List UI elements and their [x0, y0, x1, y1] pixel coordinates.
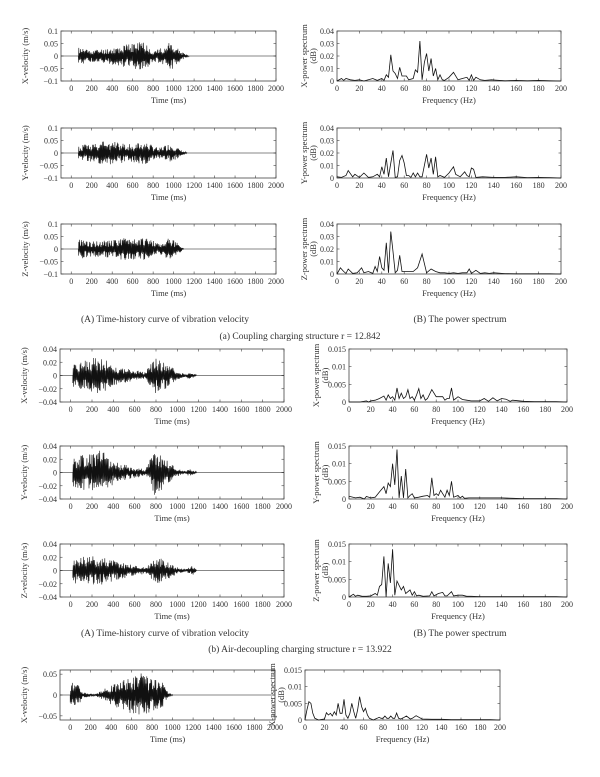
b-x-vel-ytick-label: 0.02 [43, 358, 57, 368]
a-y-psd-ytick-label: 0.04 [320, 124, 334, 133]
c-x-psd-xtick-label: 140 [435, 723, 448, 732]
b-z-psd-ytick-label: 0.01 [332, 557, 346, 567]
b-z-psd-xtick-label: 140 [495, 600, 508, 609]
a-z-psd-xtick-label: 0 [335, 277, 339, 286]
a-x-psd-xtick-label: 140 [487, 84, 500, 93]
c-x-vel-xtick-label: 1600 [226, 723, 243, 732]
a-y-psd-xtick-label: 180 [532, 181, 545, 190]
a-y-psd-xtick-label: 0 [335, 181, 339, 190]
a-y-vel-ylabel: Y-velocity (m/s) [20, 125, 30, 181]
a-z-vel-xtick-label: 1200 [186, 277, 203, 286]
b-x-psd-xtick-label: 0 [347, 405, 351, 414]
b-x-psd-plot-frame [349, 349, 567, 402]
c-x-vel-xlabel: Time (ms) [149, 734, 186, 744]
b-y-psd-plot-frame [349, 446, 567, 499]
c-x-psd-xtick-label: 100 [396, 723, 409, 732]
a-y-psd-xtick-label: 20 [355, 181, 364, 190]
c-x-psd-xtick-label: 20 [320, 723, 329, 732]
b-y-psd-xtick-label: 100 [452, 502, 464, 511]
a-x-psd-xtick-label: 80 [422, 84, 431, 93]
b-z-psd-plot-frame [349, 544, 567, 597]
b-y-psd-ylabel-unit: (dB) [320, 464, 330, 481]
b-x-psd-xtick-label: 60 [410, 405, 419, 414]
a-z-psd-xtick-label: 160 [510, 277, 523, 286]
a-z-vel-xtick-label: 0 [69, 277, 74, 286]
b-x-vel-xtick-label: 400 [107, 405, 120, 414]
a-z-vel-ylabel: Z-velocity (m/s) [20, 221, 30, 277]
b-x-psd-ytick-label: 0.005 [328, 380, 346, 390]
b-z-vel-xtick-label: 1000 [169, 600, 186, 609]
a-z-psd-xtick-label: 180 [532, 277, 545, 286]
b-y-psd-ytick-label: 0.01 [332, 459, 346, 469]
b-z-vel-ytick-label: 0.02 [43, 553, 57, 563]
b-z-psd-xtick-label: 100 [452, 600, 464, 609]
a-x-psd-ylabel-unit: (dB) [308, 48, 318, 64]
b-x-vel-ytick-label: −0.02 [38, 384, 57, 394]
caption-b-time-history: (A) Time-history curve of vibration velocity [80, 629, 250, 639]
b-z-vel-xtick-label: 1600 [233, 600, 250, 609]
b-y-psd-xtick-label: 20 [366, 502, 375, 511]
c-x-vel-xtick-label: 2000 [267, 723, 283, 732]
a-z-psd-ytick-label: 0.01 [320, 257, 334, 267]
a-x-vel-ytick-label: 0.1 [48, 27, 58, 36]
a-y-vel-xtick-label: 600 [126, 181, 139, 190]
b-y-vel-xtick-label: 1400 [212, 502, 228, 511]
b-x-psd-ylabel-unit: (dB) [320, 367, 330, 384]
b-x-vel-ytick-label: −0.04 [38, 398, 57, 407]
a-y-psd-ylabel: Y-power spectrum [299, 121, 309, 185]
a-x-psd-ylabel: X-power spectrum [299, 24, 309, 88]
a-x-psd-ytick-label: 0 [330, 77, 334, 86]
a-x-psd-xtick-label: 100 [443, 84, 455, 93]
b-x-psd-xtick-label: 100 [452, 405, 464, 414]
a-z-vel-ytick-label: 0 [54, 245, 58, 254]
a-x-vel-xtick-label: 200 [85, 84, 98, 93]
b-z-psd-xtick-label: 60 [410, 600, 419, 609]
c-x-vel-ytick-label: 0.05 [43, 670, 57, 680]
a-y-vel-xtick-label: 1400 [206, 181, 223, 190]
a-y-vel-ytick-label: −0.1 [43, 174, 58, 183]
b-z-psd-xtick-label: 200 [561, 600, 573, 609]
b-x-vel-ytick-label: 0 [53, 371, 57, 381]
a-z-vel-xtick-label: 1000 [165, 277, 182, 286]
a-x-vel-xtick-label: 0 [69, 84, 74, 93]
c-x-vel-ytick-label: 0 [53, 691, 57, 700]
b-z-psd-xtick-label: 20 [366, 600, 375, 609]
a-y-psd-ytick-label: 0 [330, 174, 334, 183]
a-z-psd-ytick-label: 0.04 [320, 220, 334, 229]
c-x-psd-ylabel-unit: (dB) [276, 687, 286, 703]
a-z-psd-xtick-label: 120 [465, 277, 478, 286]
c-x-vel-xtick-label: 200 [84, 723, 97, 732]
c-x-psd-xtick-label: 120 [416, 723, 428, 732]
b-y-vel-xtick-label: 2000 [276, 502, 292, 511]
b-z-psd-ytick-label: 0.005 [328, 575, 346, 585]
a-z-vel-ytick-label: −0.05 [39, 257, 58, 267]
b-y-psd-xtick-label: 80 [432, 502, 441, 511]
b-y-vel-ytick-label: 0.04 [43, 442, 57, 451]
b-x-vel-xtick-label: 800 [150, 405, 162, 414]
c-x-psd-xtick-label: 60 [359, 723, 368, 732]
a-y-psd-ylabel-unit: (dB) [308, 145, 318, 161]
b-x-vel-xtick-label: 1800 [254, 405, 271, 414]
a-z-psd-ylabel-unit: (dB) [308, 241, 318, 257]
a-x-vel-ylabel: X-velocity (m/s) [20, 27, 30, 85]
a-x-vel-xtick-label: 600 [126, 84, 139, 93]
a-z-psd-xtick-label: 40 [377, 277, 386, 286]
c-x-vel-xtick-label: 400 [105, 723, 118, 732]
b-z-psd-xtick-label: 160 [517, 600, 530, 609]
b-x-psd-ylabel: X-power spectrum [311, 343, 321, 408]
b-y-psd-xtick-label: 120 [473, 502, 486, 511]
a-y-psd-xtick-label: 160 [510, 181, 523, 190]
a-y-vel-xtick-label: 1600 [227, 181, 244, 190]
b-x-vel-xtick-label: 1600 [233, 405, 250, 414]
b-y-vel-ytick-label: 0.02 [43, 455, 57, 465]
b-z-vel-xtick-label: 1400 [212, 600, 228, 609]
b-z-vel-ytick-label: −0.02 [38, 579, 57, 589]
a-x-psd-xtick-label: 60 [400, 84, 409, 93]
b-x-psd-ytick-label: 0 [342, 398, 346, 407]
b-y-vel-xtick-label: 1800 [254, 502, 271, 511]
b-y-vel-ytick-label: 0 [53, 468, 57, 478]
b-x-psd-ytick-label: 0.01 [332, 362, 346, 372]
caption-b-panel: (b) Air-decoupling charging structure r = 13.922 [208, 645, 392, 655]
a-x-vel-xtick-label: 2000 [268, 84, 284, 93]
b-z-vel-xtick-label: 600 [128, 600, 141, 609]
b-y-vel-xtick-label: 600 [128, 502, 141, 511]
b-y-vel-xtick-label: 400 [107, 502, 120, 511]
a-y-psd-xtick-label: 140 [487, 181, 500, 190]
a-y-psd-ytick-label: 0.01 [320, 161, 334, 171]
b-z-psd-ylabel: Z-power spectrum [311, 539, 321, 602]
c-x-psd-xtick-label: 80 [379, 723, 387, 732]
a-y-psd-ytick-label: 0.03 [320, 136, 334, 146]
a-z-psd-xtick-label: 80 [422, 277, 431, 286]
b-z-vel-xtick-label: 1800 [254, 600, 271, 609]
a-x-psd-xtick-label: 160 [510, 84, 523, 93]
b-y-vel-xtick-label: 0 [68, 502, 73, 511]
b-z-vel-ylabel: Z-velocity (m/s) [19, 542, 29, 599]
a-z-vel-xtick-label: 200 [85, 277, 98, 286]
a-x-psd-xtick-label: 0 [335, 84, 339, 93]
b-y-psd-xtick-label: 40 [388, 502, 397, 511]
c-x-psd-xtick-label: 160 [455, 723, 467, 732]
b-z-vel-ytick-label: −0.04 [38, 593, 57, 602]
caption-a-power-spectrum: (B) The power spectrum [413, 315, 507, 325]
b-z-vel-xtick-label: 2000 [276, 600, 292, 609]
b-x-psd-xlabel: Frequency (Hz) [431, 416, 485, 426]
a-y-psd-xlabel: Frequency (Hz) [422, 192, 476, 202]
a-x-psd-xtick-label: 20 [355, 84, 364, 93]
a-z-vel-xtick-label: 600 [126, 277, 139, 286]
b-y-vel-xlabel: Time (ms) [154, 513, 190, 523]
b-y-psd-xtick-label: 160 [517, 502, 530, 511]
c-x-vel-xtick-label: 1400 [205, 723, 222, 732]
a-y-psd-xtick-label: 100 [443, 181, 455, 190]
b-z-vel-xtick-label: 800 [150, 600, 162, 609]
a-z-psd-xtick-label: 200 [555, 277, 567, 286]
b-x-vel-xtick-label: 1200 [190, 405, 207, 414]
b-z-psd-xtick-label: 80 [432, 600, 441, 609]
a-y-psd-ytick-label: 0.02 [320, 149, 334, 158]
b-x-psd-xtick-label: 80 [432, 405, 441, 414]
b-y-psd-xtick-label: 180 [539, 502, 552, 511]
b-z-vel-xtick-label: 0 [68, 600, 73, 609]
c-x-psd-xtick-label: 40 [340, 723, 348, 732]
a-x-psd-ytick-label: 0.03 [320, 39, 334, 49]
caption-b-power-spectrum: (B) The power spectrum [413, 629, 507, 639]
a-x-psd-xlabel: Frequency (Hz) [422, 95, 476, 105]
b-y-psd-ytick-label: 0.005 [328, 477, 346, 487]
a-x-psd-xtick-label: 120 [465, 84, 478, 93]
b-x-vel-xtick-label: 0 [68, 405, 73, 414]
a-x-psd-xtick-label: 200 [555, 84, 567, 93]
a-z-psd-ytick-label: 0 [330, 270, 334, 279]
b-z-psd-xtick-label: 180 [539, 600, 552, 609]
a-y-psd-xtick-label: 60 [400, 181, 409, 190]
b-x-vel-xtick-label: 2000 [276, 405, 292, 414]
a-y-vel-xtick-label: 0 [69, 181, 74, 190]
b-x-vel-xtick-label: 1000 [169, 405, 186, 414]
b-y-psd-xtick-label: 140 [495, 502, 508, 511]
a-x-vel-ytick-label: 0 [54, 52, 58, 61]
b-z-psd-xtick-label: 40 [388, 600, 397, 609]
c-x-vel-ylabel: X-velocity (m/s) [19, 666, 29, 724]
a-x-vel-xtick-label: 800 [147, 84, 160, 93]
a-y-vel-ytick-label: 0 [54, 149, 58, 158]
c-x-vel-xtick-label: 1200 [185, 723, 202, 732]
a-z-vel-xtick-label: 2000 [268, 277, 284, 286]
a-x-vel-ytick-label: 0.05 [44, 39, 58, 49]
b-y-vel-xtick-label: 1000 [169, 502, 186, 511]
caption-a-panel: (a) Coupling charging structure r = 12.842 [219, 332, 381, 342]
a-x-psd-xtick-label: 40 [377, 84, 386, 93]
a-x-vel-xtick-label: 1400 [206, 84, 223, 93]
b-y-vel-xtick-label: 1200 [190, 502, 207, 511]
b-z-vel-xtick-label: 400 [107, 600, 120, 609]
c-x-psd-ylabel: X-power spectrum [267, 663, 277, 727]
c-x-psd-ytick-label: 0.015 [284, 666, 302, 675]
c-x-vel-xtick-label: 1000 [164, 723, 181, 732]
a-x-vel-xtick-label: 1200 [186, 84, 203, 93]
a-x-psd-ytick-label: 0.01 [320, 64, 334, 74]
a-x-vel-ytick-label: −0.1 [43, 77, 58, 86]
b-y-psd-ytick-label: 0 [342, 495, 346, 504]
b-z-vel-ytick-label: 0 [53, 566, 57, 576]
a-z-psd-xtick-label: 20 [355, 277, 364, 286]
a-x-vel-xtick-label: 1800 [247, 84, 264, 93]
a-z-vel-ytick-label: 0.1 [48, 220, 58, 229]
b-z-vel-xtick-label: 200 [86, 600, 98, 609]
b-z-psd-ytick-label: 0 [342, 593, 346, 602]
a-x-vel-xtick-label: 1600 [227, 84, 244, 93]
b-y-psd-ylabel: Y-power spectrum [311, 441, 321, 504]
a-y-psd-xtick-label: 40 [377, 181, 386, 190]
a-z-vel-ytick-label: 0.05 [44, 232, 58, 242]
b-x-psd-xtick-label: 200 [561, 405, 573, 414]
b-y-vel-ytick-label: −0.04 [38, 495, 57, 504]
b-x-vel-xtick-label: 200 [86, 405, 98, 414]
c-x-vel-xtick-label: 0 [68, 723, 73, 732]
b-x-psd-xtick-label: 120 [473, 405, 486, 414]
a-z-psd-xtick-label: 100 [443, 277, 455, 286]
a-z-vel-xlabel: Time (ms) [150, 288, 187, 298]
b-x-vel-ytick-label: 0.04 [43, 345, 57, 354]
a-y-psd-xtick-label: 80 [422, 181, 431, 190]
a-y-vel-xtick-label: 800 [147, 181, 160, 190]
a-z-vel-ytick-label: −0.1 [43, 270, 58, 279]
b-z-psd-ytick-label: 0.015 [328, 540, 346, 549]
b-x-psd-xtick-label: 40 [388, 405, 397, 414]
a-z-vel-xtick-label: 800 [147, 277, 160, 286]
a-y-vel-ytick-label: 0.05 [44, 136, 58, 146]
b-x-vel-xtick-label: 1400 [212, 405, 228, 414]
a-z-psd-ylabel: Z-power spectrum [299, 217, 309, 281]
b-x-psd-ytick-label: 0.015 [328, 345, 346, 354]
a-z-vel-xtick-label: 1400 [206, 277, 223, 286]
b-x-psd-xtick-label: 160 [517, 405, 530, 414]
a-y-vel-ytick-label: 0.1 [48, 124, 58, 133]
a-x-vel-xtick-label: 400 [106, 84, 119, 93]
a-x-vel-xtick-label: 1000 [165, 84, 182, 93]
a-z-psd-ytick-label: 0.02 [320, 245, 334, 254]
a-y-vel-xtick-label: 1200 [186, 181, 203, 190]
a-z-psd-xtick-label: 60 [400, 277, 409, 286]
a-y-vel-xtick-label: 1800 [247, 181, 264, 190]
a-y-vel-xtick-label: 400 [106, 181, 119, 190]
b-y-vel-ylabel: Y-velocity (m/s) [19, 444, 29, 501]
c-x-vel-xtick-label: 1800 [246, 723, 263, 732]
b-x-psd-xtick-label: 20 [366, 405, 375, 414]
b-y-vel-xtick-label: 1600 [233, 502, 250, 511]
b-y-vel-xtick-label: 800 [150, 502, 162, 511]
b-y-vel-xtick-label: 200 [86, 502, 98, 511]
b-x-vel-xlabel: Time (ms) [154, 416, 190, 426]
b-z-psd-ylabel-unit: (dB) [320, 562, 330, 579]
a-y-vel-xtick-label: 2000 [268, 181, 284, 190]
b-y-vel-ytick-label: −0.02 [38, 481, 57, 491]
c-x-psd-ytick-label: 0.01 [288, 682, 302, 692]
c-x-psd-xtick-label: 200 [494, 723, 506, 732]
c-x-psd-ytick-label: 0 [298, 716, 302, 725]
a-y-vel-xtick-label: 200 [85, 181, 98, 190]
c-x-psd-xtick-label: 0 [303, 723, 307, 732]
c-x-psd-xlabel: Frequency (Hz) [375, 734, 430, 744]
a-z-psd-ytick-label: 0.03 [320, 232, 334, 242]
a-x-psd-ytick-label: 0.02 [320, 52, 334, 61]
b-z-vel-xlabel: Time (ms) [154, 611, 190, 621]
b-y-psd-ytick-label: 0.015 [328, 442, 346, 451]
b-z-vel-xtick-label: 1200 [190, 600, 207, 609]
a-x-psd-xtick-label: 180 [532, 84, 545, 93]
a-y-psd-xtick-label: 200 [555, 181, 567, 190]
a-y-vel-xtick-label: 1000 [165, 181, 182, 190]
b-y-psd-xlabel: Frequency (Hz) [431, 513, 485, 523]
a-x-vel-xlabel: Time (ms) [150, 95, 187, 105]
c-x-vel-xtick-label: 800 [146, 723, 159, 732]
b-x-vel-ylabel: X-velocity (m/s) [19, 347, 29, 404]
a-y-vel-xlabel: Time (ms) [150, 192, 187, 202]
b-z-psd-xtick-label: 120 [473, 600, 486, 609]
a-x-psd-plot-frame [337, 31, 561, 81]
a-z-vel-xtick-label: 1800 [247, 277, 264, 286]
a-y-vel-ytick-label: −0.05 [39, 161, 58, 171]
b-z-psd-xtick-label: 0 [347, 600, 351, 609]
b-y-psd-xtick-label: 0 [347, 502, 351, 511]
c-x-psd-xtick-label: 180 [474, 723, 487, 732]
b-z-psd-xlabel: Frequency (Hz) [431, 611, 485, 621]
a-z-vel-xtick-label: 1600 [227, 277, 244, 286]
a-z-vel-xtick-label: 400 [106, 277, 119, 286]
a-x-vel-ytick-label: −0.05 [39, 64, 58, 74]
b-y-psd-xtick-label: 200 [561, 502, 573, 511]
a-z-psd-plot-frame [337, 224, 561, 274]
caption-a-time-history: (A) Time-history curve of vibration velocity [80, 315, 250, 325]
c-x-vel-xtick-label: 600 [125, 723, 138, 732]
b-x-vel-xtick-label: 600 [128, 405, 141, 414]
b-x-psd-xtick-label: 180 [539, 405, 552, 414]
a-y-psd-plot-frame [337, 128, 561, 178]
b-z-vel-ytick-label: 0.04 [43, 540, 57, 549]
b-x-psd-xtick-label: 140 [495, 405, 508, 414]
a-y-psd-xtick-label: 120 [465, 181, 478, 190]
a-z-psd-xtick-label: 140 [487, 277, 500, 286]
a-z-psd-xlabel: Frequency (Hz) [422, 288, 476, 298]
a-x-psd-ytick-label: 0.04 [320, 27, 334, 36]
b-y-psd-xtick-label: 60 [410, 502, 419, 511]
c-x-vel-ytick-label: −0.05 [38, 711, 57, 721]
c-x-psd-ytick-label: 0.005 [284, 699, 302, 709]
